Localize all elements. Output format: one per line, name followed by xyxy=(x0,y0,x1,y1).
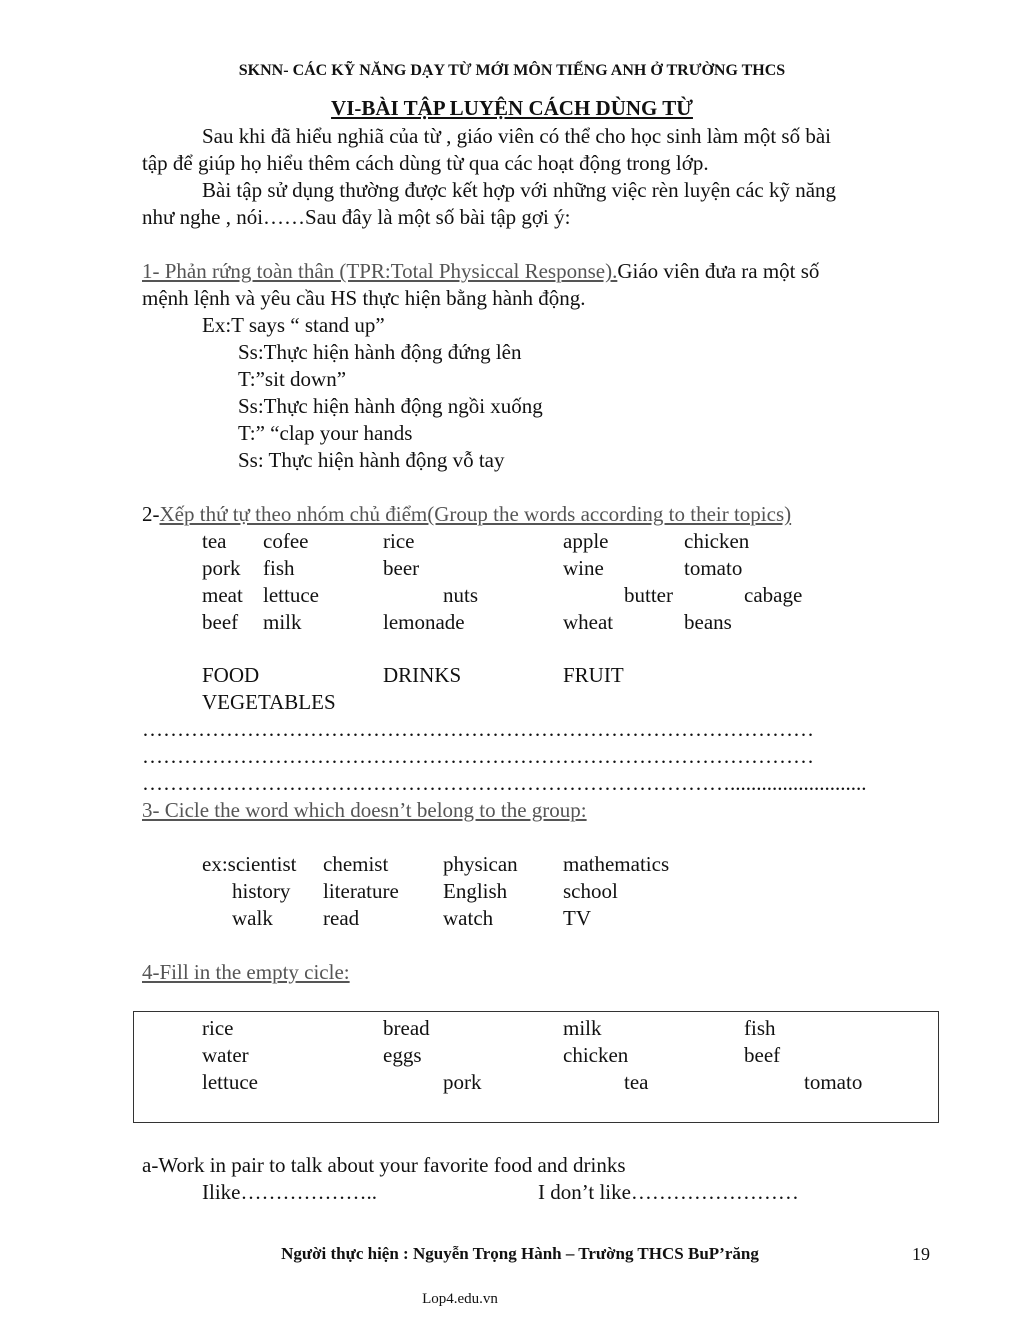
category-label: DRINKS xyxy=(383,663,462,687)
word-cell: wheat xyxy=(563,610,614,634)
exa-like: Ilike……………….. xyxy=(202,1180,377,1204)
word-cell: milk xyxy=(563,1016,602,1040)
ex1-line2: mệnh lệnh và yêu cầu HS thực hiện bằng hành động. xyxy=(142,286,586,310)
ex1-example-line: Ex:T says “ stand up” xyxy=(202,313,385,337)
word-cell: English xyxy=(443,879,508,903)
word-cell: beer xyxy=(383,556,420,580)
intro-p2-line1: Bài tập sử dụng thường được kết hợp với những việc rèn luyện các kỹ năng xyxy=(202,178,837,202)
answer-dots: ………………………………………………………………………….......................... xyxy=(142,771,867,795)
answer-dots: …………………………………………………………………………………… xyxy=(142,744,814,768)
page-number: 19 xyxy=(912,1244,930,1264)
word-cell: TV xyxy=(563,906,591,930)
word-cell: bread xyxy=(383,1016,430,1040)
word-cell: walk xyxy=(232,906,273,930)
word-cell: pork xyxy=(443,1070,482,1094)
word-cell: eggs xyxy=(383,1043,422,1067)
word-cell: rice xyxy=(383,529,415,553)
word-cell: mathematics xyxy=(563,852,670,876)
word-cell: apple xyxy=(563,529,609,553)
section-title: VI-BÀI TẬP LUYỆN CÁCH DÙNG TỪ xyxy=(331,96,693,120)
word-cell: cofee xyxy=(263,529,309,553)
word-cell: tea xyxy=(202,529,227,553)
word-cell: beans xyxy=(684,610,732,634)
category-label: VEGETABLES xyxy=(202,690,336,714)
word-cell: cabage xyxy=(744,583,803,607)
word-cell: lettuce xyxy=(202,1070,258,1094)
ex1-heading-rest: Giáo viên đưa ra một số xyxy=(617,259,820,283)
word-cell: school xyxy=(563,879,618,903)
word-box xyxy=(133,1011,939,1123)
ex4-heading: 4-Fill in the empty cicle: xyxy=(142,960,350,984)
word-cell: chicken xyxy=(563,1043,629,1067)
word-cell: beef xyxy=(744,1043,781,1067)
word-cell: nuts xyxy=(443,583,479,607)
word-cell: physican xyxy=(443,852,518,876)
ex2-prefix: 2- xyxy=(142,502,160,526)
category-label: FOOD xyxy=(202,663,260,687)
page-footer: Người thực hiện : Nguyễn Trọng Hành – Trường THCS BuP’răng xyxy=(281,1244,759,1263)
word-cell: fish xyxy=(744,1016,776,1040)
ex3-heading: 3- Cicle the word which doesn’t belong to the group: xyxy=(142,798,587,822)
ex2-heading: Xếp thứ tự theo nhóm chủ điểm(Group the words according to their topics) xyxy=(159,502,792,526)
word-cell: chicken xyxy=(684,529,750,553)
word-cell: wine xyxy=(563,556,604,580)
word-cell: lemonade xyxy=(383,610,465,634)
ex1-example-line: T:” “clap your hands xyxy=(238,421,413,445)
intro-p2-line2: như nghe , nói……Sau đây là một số bài tập gợi ý: xyxy=(142,205,571,229)
ex1-example-line: Ss:Thực hiện hành động ngồi xuống xyxy=(238,394,543,418)
word-cell: tomato xyxy=(684,556,743,580)
word-cell: milk xyxy=(263,610,302,634)
word-cell: water xyxy=(202,1043,249,1067)
intro-p1-line2: tập để giúp họ hiểu thêm cách dùng từ qua các hoạt động trong lớp. xyxy=(142,151,709,175)
word-cell: beef xyxy=(202,610,239,634)
intro-p1-line1: Sau khi đã hiểu nghiã của từ , giáo viên có thể cho học sinh làm một số bài xyxy=(202,124,831,148)
word-cell: watch xyxy=(443,906,494,930)
category-label: FRUIT xyxy=(563,663,624,687)
ex1-example-line: Ss: Thực hiện hành động vỗ tay xyxy=(238,448,505,472)
page-header: SKNN- CÁC KỸ NĂNG DẠY TỪ MỚI MÔN TIẾNG ANH Ở TRƯỜNG THCS xyxy=(238,62,786,79)
word-cell: read xyxy=(323,906,360,930)
source-label: Lop4.edu.vn xyxy=(422,1291,498,1307)
ex1-heading-line xyxy=(142,258,819,285)
exa-line1: a-Work in pair to talk about your favorite food and drinks xyxy=(142,1153,626,1177)
word-cell: tomato xyxy=(804,1070,863,1094)
ex1-example-line: Ss:Thực hiện hành động đứng lên xyxy=(238,340,522,364)
exa-dislike: I don’t like…………………… xyxy=(538,1180,799,1204)
word-cell: pork xyxy=(202,556,241,580)
word-cell: fish xyxy=(263,556,295,580)
ex1-heading: 1- Phản rứng toàn thân (TPR:Total Physiccal Response). xyxy=(142,259,618,283)
word-cell: history xyxy=(232,879,291,903)
word-cell: literature xyxy=(323,879,399,903)
word-cell: rice xyxy=(202,1016,234,1040)
word-cell: tea xyxy=(624,1070,649,1094)
word-cell: chemist xyxy=(323,852,389,876)
word-cell: ex:scientist xyxy=(202,852,297,876)
ex2-heading-line xyxy=(142,501,791,528)
ex1-example-line: T:”sit down” xyxy=(238,367,347,391)
word-cell: lettuce xyxy=(263,583,319,607)
word-cell: meat xyxy=(202,583,243,607)
word-cell: butter xyxy=(624,583,673,607)
answer-dots: …………………………………………………………………………………… xyxy=(142,717,814,741)
